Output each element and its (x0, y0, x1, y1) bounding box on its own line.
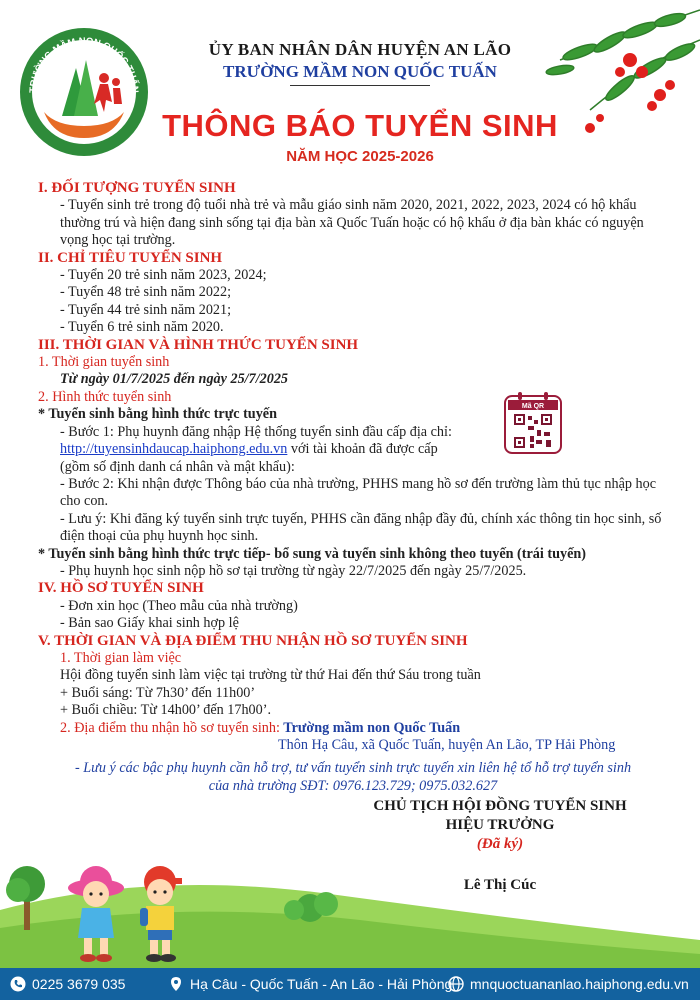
document-item: - Đơn xin học (Theo mẫu của nhà trường) (60, 597, 298, 614)
footer-address-text: Hạ Câu - Quốc Tuấn - An Lão - Hải Phòng (190, 976, 453, 992)
morning-hours: + Buổi sáng: Từ 7h30’ đến 11h00’ (60, 684, 256, 701)
support-note-line1: - Lưu ý các bậc phụ huynh cần hỗ trợ, tư vấn tuyển sinh trực tuyến xin liên hệ tổ hỗ trợ tuyển sinh (74, 760, 632, 777)
footer-bar (0, 968, 700, 1000)
online-enrollment-heading: * Tuyển sinh bằng hình thức trực tuyến (38, 406, 277, 423)
school-logo (14, 20, 154, 160)
school-name-text: TRƯỜNG MẦM NON QUỐC TUẤN (223, 62, 497, 81)
step-1-account: với tài khoản đã được cấp (287, 441, 438, 458)
section-3-heading: III. THỜI GIAN VÀ HÌNH THỨC TUYỂN SINH (38, 336, 359, 353)
section-5-sub1: 1. Thời gian làm việc (60, 649, 182, 666)
footer-phone-text: 0225 3679 035 (32, 976, 126, 992)
page-title: THÔNG BÁO TUYỂN SINH (162, 108, 558, 143)
section-3-sub1: 1. Thời gian tuyển sinh (38, 354, 170, 371)
section-4-heading: IV. HỒ SƠ TUYỂN SINH (38, 580, 204, 597)
signer-name: Lê Thị Cúc (463, 877, 537, 893)
section-5-sub2-line (38, 720, 668, 737)
qr-code-icon (504, 392, 562, 454)
step-2-text: - Bước 2: Khi nhận được Thông báo của nhà trường, PHHS mang hồ sơ đến trường làm thủ tục nhập học cho con. (60, 475, 657, 510)
footer-address (168, 976, 452, 992)
footer-website-text: mnquoctuananlao.haiphong.edu.vn (470, 976, 689, 992)
authority-name: ỦY BAN NHÂN DÂN HUYỆN AN LÃO (208, 40, 512, 59)
step-1-credentials: (gồm số định danh cá nhân và mật khẩu): (60, 458, 295, 475)
working-days: Hội đồng tuyển sinh làm việc tại trường từ thứ Hai đến thứ Sáu trong tuần (60, 667, 481, 684)
online-note: - Lưu ý: Khi đăng ký tuyển sinh trực tuyến, PHHS cần đăng nhập đầy đủ, chính xác thông tin học sinh, số điện thoại của phụ huynh học sinh. (60, 510, 662, 545)
support-note-line2: của nhà trường SĐT: 0976.123.729; 0975.032.627 (208, 777, 498, 794)
direct-enrollment-heading: * Tuyển sinh bằng hình thức trực tiếp- bổ sung và tuyển sinh không theo tuyến (trái tuyến) (38, 545, 586, 562)
school-name (180, 62, 540, 86)
page-subtitle: NĂM HỌC 2025-2026 (286, 148, 434, 165)
document-item: - Bản sao Giấy khai sinh hợp lệ (60, 615, 239, 632)
quota-item: - Tuyển 44 trẻ sinh năm 2021; (60, 301, 232, 318)
step-1-text: - Bước 1: Phụ huynh đăng nhập Hệ thống tuyển sinh đầu cấp địa chỉ: (60, 423, 452, 440)
signed-mark: (Đã ký) (476, 836, 524, 852)
quota-item: - Tuyển 20 trẻ sinh năm 2023, 2024; (60, 267, 267, 284)
section-5-sub2: 2. Địa điểm thu nhận hồ sơ tuyển sinh: (60, 719, 280, 736)
direct-enrollment-text: - Phụ huynh học sinh nộp hồ sơ tại trường từ ngày 22/7/2025 đến ngày 25/7/2025. (60, 562, 527, 579)
section-1-text: - Tuyển sinh trẻ trong độ tuổi nhà trẻ và mẫu giáo sinh năm 2020, 2021, 2022, 2023, 2024 có hộ khẩu thường trú và hiện đang sinh sống tại địa bàn xã Quốc Tuấn hoặc có hộ khẩu ở địa bàn khác có nguyện vọng học tại trường. (60, 197, 644, 249)
afternoon-hours: + Buổi chiều: Từ 14h00’ đến 17h00’. (60, 702, 272, 719)
step-1-link-line (38, 441, 668, 458)
phone-icon (10, 976, 26, 992)
signature-title-1: CHỦ TỊCH HỘI ĐỒNG TUYỂN SINH (373, 798, 627, 814)
children-walking-illustration (0, 850, 700, 972)
section-5-heading: V. THỜI GIAN VÀ ĐỊA ĐIỂM THU NHẬN HỒ SƠ TUYỂN SINH (38, 632, 468, 649)
school-name-underline (290, 85, 430, 86)
receiving-place: Trường mầm non Quốc Tuấn (279, 719, 461, 736)
qr-label: Mã QR (521, 403, 545, 410)
section-1-heading: I. ĐỐI TƯỢNG TUYỂN SINH (38, 180, 236, 196)
quota-item: - Tuyển 6 trẻ sinh năm 2020. (60, 319, 224, 336)
svg-text:TRƯỜNG MẦM NON QUỐC TUẤN: TRƯỜNG MẦM NON QUỐC TUẤN (27, 35, 141, 94)
school-address: Thôn Hạ Câu, xã Quốc Tuấn, huyện An Lão, TP Hải Phòng (278, 737, 616, 753)
globe-icon (448, 976, 464, 992)
announcement-body (38, 180, 668, 795)
section-3-sub2: 2. Hình thức tuyển sinh (38, 388, 172, 405)
section-2-heading: II. CHỈ TIÊU TUYỂN SINH (38, 249, 223, 266)
footer-phone[interactable] (10, 976, 125, 992)
enrollment-dates: Từ ngày 01/7/2025 đến ngày 25/7/2025 (60, 371, 289, 388)
signature-title-2: HIỆU TRƯỞNG (445, 817, 555, 833)
enrollment-system-link[interactable]: http://tuyensinhdaucap.haiphong.edu.vn (60, 441, 288, 458)
location-pin-icon (168, 976, 184, 992)
quota-item: - Tuyển 48 trẻ sinh năm 2022; (60, 284, 232, 301)
footer-website[interactable] (448, 976, 689, 992)
